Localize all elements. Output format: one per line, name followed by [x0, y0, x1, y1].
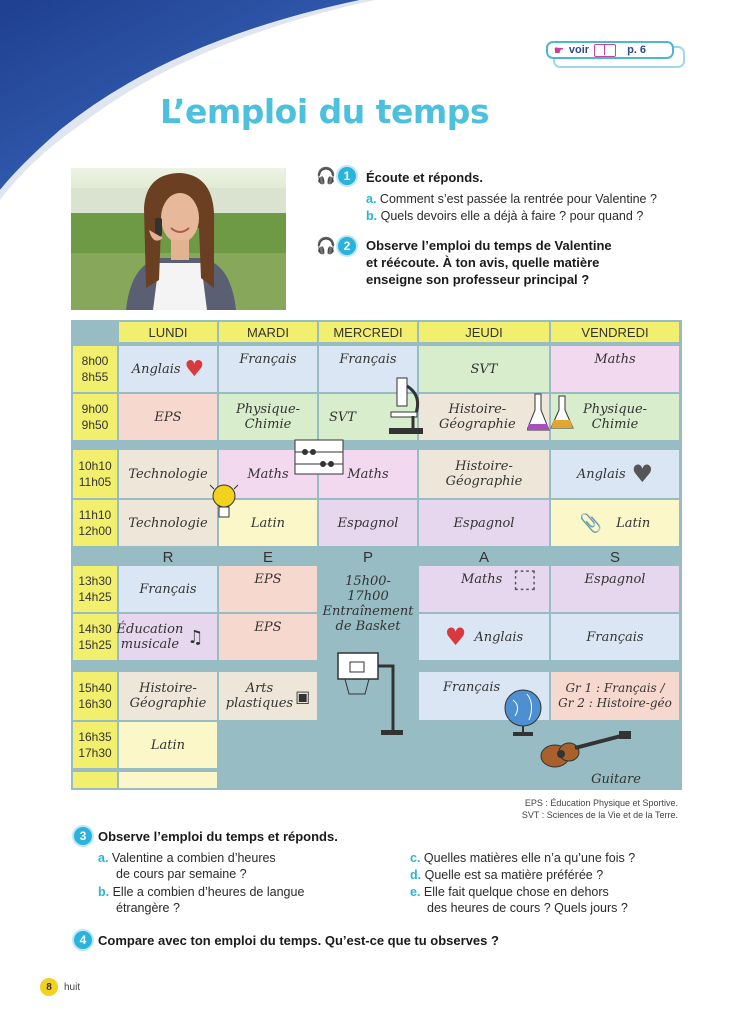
question-3b: b. Elle a combien d’heures de langue étrangère ?: [98, 885, 305, 915]
cell-jeudi-1: SVT: [419, 346, 549, 392]
question-1-icons: [316, 166, 356, 186]
paperclip-icon: 📎: [579, 512, 603, 534]
lunch-letter-e: E: [262, 548, 273, 566]
cell-vendredi-1: Maths: [551, 346, 679, 392]
cell-mercredi-2: SVT: [319, 394, 417, 440]
question-number-3: 3: [74, 827, 92, 845]
book-icon: [594, 44, 616, 57]
question-4-title: Compare avec ton emploi du temps. Qu’est-ce que tu observes ?: [98, 933, 499, 948]
question-1a: a. Comment s’est passée la rentrée pour Valentine ?: [366, 192, 657, 206]
cell-mardi-7: Arts plastiques ▣: [219, 672, 317, 720]
cell-vendredi-4: 📎 Latin: [551, 500, 679, 546]
guitar-label: Guitare: [591, 771, 641, 787]
cell-mardi-1: Français: [219, 346, 317, 392]
cell-jeudi-5: Maths ⬚: [419, 566, 549, 612]
cell-mardi-6: EPS: [219, 614, 317, 660]
question-2-title: Observe l’emploi du temps de Valentine et réécoute. À ton avis, quelle matière enseigne son professeur principal ?: [366, 238, 612, 287]
cell-mardi-4: Latin: [219, 500, 317, 546]
footnotes: EPS : Éducation Physique et Sportive. SVT : Sciences de la Vie et de la Terre.: [521, 798, 678, 820]
student-photo: [71, 168, 286, 310]
lunch-letter-s: S: [609, 548, 620, 566]
pointing-hand-icon: ☛: [554, 44, 564, 57]
guitar-icon: [537, 730, 633, 770]
voir-page: p. 6: [627, 44, 647, 56]
lunch-letter-a: A: [478, 548, 489, 566]
question-1b: b. Quels devoirs elle a déjà à faire ? pour quand ?: [366, 209, 644, 223]
day-header-jeudi: JEUDI: [419, 322, 549, 342]
headphones-icon: 🎧: [316, 168, 336, 185]
time-slot-empty: [73, 772, 117, 788]
lunch-letter-r: R: [162, 548, 174, 566]
time-slot-4: 11h10 12h00: [73, 500, 117, 546]
cell-lundi-8: Latin: [119, 722, 217, 768]
cell-mercredi-afternoon: 15h00- 17h00 Entraînement de Basket: [319, 566, 417, 768]
time-slot-1: 8h00 8h55: [73, 346, 117, 392]
lab-flasks-icon: [527, 392, 577, 436]
question-4-icons: [74, 931, 92, 949]
lightbulb-icon: [207, 480, 241, 524]
time-slot-6: 14h30 15h25: [73, 614, 117, 660]
time-slot-7: 15h40 16h30: [73, 672, 117, 720]
question-3-title: Observe l’emploi du temps et réponds.: [98, 829, 338, 844]
voir-label: voir: [568, 44, 590, 56]
question-3a: a. Valentine a combien d’heures de cours par semaine ?: [98, 851, 276, 881]
cell-mercredi-3: Maths: [319, 450, 417, 498]
question-3c: c. Quelles matières elle n’a qu’une fois ?: [410, 851, 636, 865]
question-1-title: Écoute et réponds.: [366, 170, 484, 185]
heart-icon: ♥: [184, 356, 205, 382]
cell-jeudi-6: ♥ Anglais: [419, 614, 549, 660]
heart-scribble-icon: ♥: [631, 459, 654, 488]
microscope-icon: [389, 376, 425, 436]
cell-mercredi-1: Français: [319, 346, 417, 392]
day-header-lundi: LUNDI: [119, 322, 217, 342]
timetable: [71, 320, 682, 790]
cell-vendredi-2: Physique-Chimie: [551, 394, 679, 440]
cell-lundi-6: Éducation musicale ♫: [119, 614, 217, 660]
heart-icon: ♥: [444, 622, 467, 651]
cell-mercredi-4: Espagnol: [319, 500, 417, 546]
time-slot-2: 9h00 9h50: [73, 394, 117, 440]
cell-vendredi-6: Français: [551, 614, 679, 660]
question-3-icons: [74, 827, 92, 845]
question-3d: d. Quelle est sa matière préférée ?: [410, 868, 604, 882]
question-2-icons: [316, 236, 356, 256]
question-number-1: 1: [338, 167, 356, 185]
question-number-2: 2: [338, 237, 356, 255]
page-number: 8: [40, 978, 58, 996]
page-title: L’emploi du temps: [160, 92, 490, 131]
page-footer: [40, 978, 80, 996]
cell-mardi-3: Maths: [219, 450, 317, 498]
cell-vendredi-7: Gr 1 : Français / Gr 2 : Histoire-géo: [551, 672, 679, 720]
cell-lundi-1: Anglais ♥: [119, 346, 217, 392]
cell-jeudi-3: Histoire-Géographie: [419, 450, 549, 498]
cell-jeudi-7: Français: [419, 672, 549, 720]
cell-jeudi-4: Espagnol: [419, 500, 549, 546]
headphones-icon: 🎧: [316, 238, 336, 255]
question-3e: e. Elle fait quelque chose en dehors des heures de cours ? Quels jours ?: [410, 885, 628, 915]
cell-mardi-2: Physique-Chimie: [219, 394, 317, 440]
abacus-icon: [293, 438, 345, 478]
basketball-hoop-icon: [333, 648, 403, 738]
time-slot-5: 13h30 14h25: [73, 566, 117, 612]
day-header-mercredi: MERCREDI: [319, 322, 417, 342]
cell-mardi-5: EPS: [219, 566, 317, 612]
cell-lundi-5: Français: [119, 566, 217, 612]
question-number-4: 4: [74, 931, 92, 949]
cell-lundi-7: Histoire-Géographie: [119, 672, 217, 720]
time-slot-3: 10h10 11h05: [73, 450, 117, 498]
lunch-letter-p: P: [362, 548, 373, 566]
page-word: huit: [64, 981, 81, 993]
day-header-vendredi: VENDREDI: [551, 322, 679, 342]
day-header-mardi: MARDI: [219, 322, 317, 342]
time-slot-8: 16h35 17h30: [73, 722, 117, 768]
cell-vendredi-5: Espagnol: [551, 566, 679, 612]
voir-reference[interactable]: [546, 41, 674, 59]
cell-jeudi-2: Histoire-Géographie: [419, 394, 549, 440]
cube-icon: ⬚: [512, 564, 537, 594]
cell-vendredi-3: Anglais ♥: [551, 450, 679, 498]
cell-lundi-4: Technologie: [119, 500, 217, 546]
sharpener-icon: ▣: [295, 686, 311, 706]
cell-lundi-2: EPS: [119, 394, 217, 440]
music-notes-icon: ♫: [187, 626, 204, 648]
cell-lundi-3: Technologie: [119, 450, 217, 498]
cell-lundi-bottom: [119, 772, 217, 788]
